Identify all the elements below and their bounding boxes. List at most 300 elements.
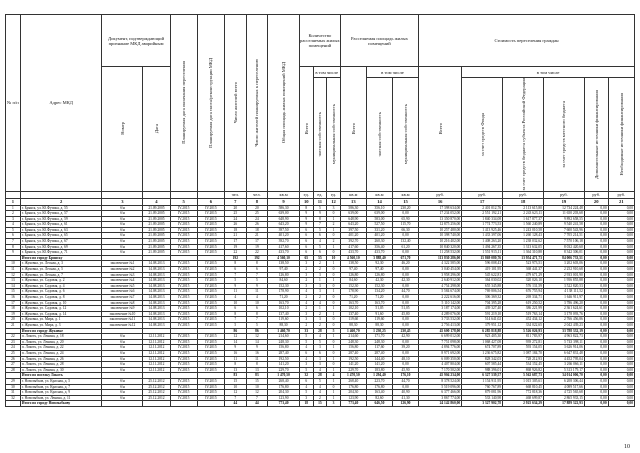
table-cell: 0 bbox=[327, 350, 341, 356]
table-cell: 1 230,25 bbox=[366, 328, 392, 334]
table-cell: б/н bbox=[102, 390, 143, 396]
table-cell: 12.11.2012 bbox=[143, 334, 170, 340]
table-cell: 25 bbox=[225, 211, 247, 217]
table-cell: IV.2015 bbox=[197, 239, 224, 245]
table-cell: 6 bbox=[6, 233, 21, 239]
table-cell: 1 774 773,53 bbox=[462, 222, 503, 228]
header-fund: за счет средств Фонда bbox=[462, 78, 503, 192]
table-cell: 45,80 bbox=[392, 311, 418, 317]
table-cell: заключение №9 bbox=[102, 306, 143, 312]
table-cell: 29 bbox=[6, 378, 21, 384]
table-cell: 6 bbox=[299, 239, 313, 245]
table-cell: 1 bbox=[6, 205, 21, 211]
header-cost: Стоимость переселения граждан bbox=[419, 15, 635, 67]
table-cell: 86 bbox=[225, 328, 247, 334]
table-cell: 21.09.2005 bbox=[143, 244, 170, 250]
table-cell: IV.2015 bbox=[170, 306, 197, 312]
table-cell: IV.2015 bbox=[170, 233, 197, 239]
table-cell: б/н bbox=[102, 339, 143, 345]
table-cell: 287,40 bbox=[340, 350, 366, 356]
table-cell: 4 894 776,00 bbox=[419, 345, 462, 351]
table-cell: заключение №12 bbox=[102, 322, 143, 328]
unit-cell bbox=[197, 191, 224, 198]
table-cell: 16 bbox=[246, 350, 268, 356]
table-cell: 269 334,71 bbox=[503, 295, 544, 301]
address-cell: Итого по городу Новозыбкову bbox=[20, 401, 102, 407]
table-cell: заключение №8 bbox=[102, 300, 143, 306]
table-cell: 65 bbox=[299, 255, 313, 261]
table-cell: 3 bbox=[299, 317, 313, 323]
table-cell bbox=[6, 401, 21, 407]
table-cell: 0,00 bbox=[608, 328, 634, 334]
table-cell: 4 bbox=[313, 384, 327, 390]
column-number-cell: 20 bbox=[584, 198, 608, 205]
address-cell: Итого по городу Жуковке bbox=[20, 328, 102, 334]
table-cell: 13 bbox=[225, 367, 247, 373]
table-cell: 0,00 bbox=[584, 283, 608, 289]
address-cell: п. Локоть, ул. Ленина, д. 18 bbox=[20, 334, 102, 340]
table-cell: 8 bbox=[246, 311, 268, 317]
table-cell: 0 bbox=[327, 362, 341, 368]
column-number-cell: 16 bbox=[419, 198, 462, 205]
table-cell: 576 131,59 bbox=[503, 283, 544, 289]
header-residents-total: Число жителей всего bbox=[225, 15, 247, 192]
table-cell: 4 bbox=[299, 384, 313, 390]
table-cell: 1 bbox=[327, 216, 341, 222]
table-cell: 5 bbox=[299, 339, 313, 345]
table-cell: 2 bbox=[6, 211, 21, 217]
table-cell bbox=[102, 401, 143, 407]
table-cell: 3 888,40 bbox=[366, 255, 392, 261]
address-cell: г. Жуковка, ул. Лесная, д. 7 bbox=[20, 272, 102, 278]
table-cell: 10 840 320,00 bbox=[419, 244, 462, 250]
column-number-cell: 19 bbox=[543, 198, 584, 205]
table-cell: 8 032 420,60 bbox=[543, 244, 584, 250]
table-cell: IV.2015 bbox=[197, 211, 224, 217]
table-cell: 115,70 bbox=[392, 222, 418, 228]
table-cell: 176,80 bbox=[366, 384, 392, 390]
table-cell: 0,00 bbox=[584, 390, 608, 396]
table-cell: IV.2015 bbox=[170, 334, 197, 340]
table-cell: 3 327 902,78 bbox=[462, 401, 503, 407]
table-cell: 2 bbox=[327, 222, 341, 228]
table-cell: IV.2015 bbox=[170, 227, 197, 233]
table-cell: 2 bbox=[299, 322, 313, 328]
table-cell: 1 bbox=[327, 261, 341, 267]
column-number-cell: 18 bbox=[503, 198, 544, 205]
table-cell: 204,30 bbox=[268, 390, 300, 396]
table-cell: 176,80 bbox=[340, 384, 366, 390]
table-cell: 192,50 bbox=[268, 356, 300, 362]
table-cell: 769 806,54 bbox=[462, 289, 503, 295]
header-doc-date: Дата bbox=[143, 67, 170, 192]
table-cell: 3 bbox=[299, 362, 313, 368]
table-cell: 12 bbox=[225, 390, 247, 396]
table-cell: 0 bbox=[327, 339, 341, 345]
table-cell: 0 bbox=[327, 300, 341, 306]
table-cell: 1 617 877,37 bbox=[503, 216, 544, 222]
table-cell: 66,30 bbox=[392, 227, 418, 233]
table-cell: 14 bbox=[225, 339, 247, 345]
table-cell: 9 bbox=[225, 345, 247, 351]
column-number-cell: 2 bbox=[20, 198, 102, 205]
table-cell: 619 250,52 bbox=[503, 300, 544, 306]
table-cell: 176,80 bbox=[268, 384, 300, 390]
table-cell: 24 142 860,00 bbox=[419, 401, 462, 407]
unit-cell bbox=[143, 191, 170, 198]
unit-cell: руб. bbox=[543, 191, 584, 198]
table-cell: 25.12.2012 bbox=[143, 378, 170, 384]
table-cell: 40,90 bbox=[392, 390, 418, 396]
table-cell bbox=[143, 401, 170, 407]
table-cell: 0 bbox=[327, 272, 341, 278]
table-cell: 123,90 bbox=[340, 395, 366, 401]
table-cell: 5 584 674,00 bbox=[419, 289, 462, 295]
table-cell: заключение №3 bbox=[102, 272, 143, 278]
table-cell: 27 bbox=[6, 362, 21, 368]
table-cell: 6 bbox=[313, 250, 327, 256]
table-cell: 6 327 539,57 bbox=[462, 373, 503, 379]
table-cell: 4 138 111,52 bbox=[543, 289, 584, 295]
table-cell: 6 bbox=[246, 267, 268, 273]
address-cell: г. Жуковка, ул. Садовая, д. 2 bbox=[20, 278, 102, 284]
table-cell: IV.2015 bbox=[170, 289, 197, 295]
table-cell: 102,10 bbox=[268, 306, 300, 312]
table-cell: 1 068 427,08 bbox=[462, 339, 503, 345]
table-cell: 14.08.2013 bbox=[143, 261, 170, 267]
table-cell: 13 350 870,00 bbox=[419, 216, 462, 222]
table-cell: 14.08.2013 bbox=[143, 317, 170, 323]
table-cell: 7 705 214,51 bbox=[543, 233, 584, 239]
table-cell: 397,50 bbox=[268, 227, 300, 233]
table-cell: 18 bbox=[225, 227, 247, 233]
table-cell: 5 743 398,11 bbox=[543, 339, 584, 345]
table-cell: 1 bbox=[313, 306, 327, 312]
address-cell: п. Локоть, ул. Ленина, д. 30 bbox=[20, 367, 102, 373]
table-cell: 607 585,44 bbox=[462, 362, 503, 368]
table-cell: 0,00 bbox=[392, 295, 418, 301]
table-cell: 4 725 565,68 bbox=[543, 390, 584, 396]
table-cell: 22 bbox=[225, 250, 247, 256]
table-cell: 2 252 910,68 bbox=[543, 267, 584, 273]
table-cell: 760 767,89 bbox=[462, 384, 503, 390]
table-cell: 2 401 012,76 bbox=[462, 205, 503, 211]
table-cell: 1 313 632,05 bbox=[503, 244, 544, 250]
table-cell: 2 925 634,29 bbox=[503, 401, 544, 407]
table-cell: 12 bbox=[246, 390, 268, 396]
table-cell: 20 bbox=[6, 317, 21, 323]
table-cell: 248,30 bbox=[366, 339, 392, 345]
address-cell: г. Брянск, ул. Ю.Фучика, д. 61 bbox=[20, 222, 102, 228]
table-cell: 0,00 bbox=[584, 339, 608, 345]
header-doc-number: Номер bbox=[102, 67, 143, 192]
table-cell: 639,00 bbox=[340, 211, 366, 217]
table-cell: 0,00 bbox=[608, 295, 634, 301]
table-cell: 1 294,40 bbox=[366, 373, 392, 379]
table-cell: 102,10 bbox=[340, 306, 366, 312]
table-cell: 45 600 178,00 bbox=[419, 328, 462, 334]
table-cell: 3 bbox=[299, 261, 313, 267]
unit-cell: ед. bbox=[327, 191, 341, 198]
table-cell: IV.2015 bbox=[197, 334, 224, 340]
table-cell: 9 892 658,55 bbox=[543, 216, 584, 222]
table-cell: 586,30 bbox=[268, 205, 300, 211]
table-cell: 8 971 692,00 bbox=[419, 350, 462, 356]
table-cell: 14.08.2013 bbox=[143, 322, 170, 328]
table-cell: б/н bbox=[102, 227, 143, 233]
table-cell: 10 bbox=[6, 261, 21, 267]
table-cell: IV.2015 bbox=[170, 339, 197, 345]
unit-cell: кв.м bbox=[340, 191, 366, 198]
table-cell: 0,00 bbox=[608, 362, 634, 368]
table-cell: 527,50 bbox=[366, 222, 392, 228]
table-cell: 12 bbox=[225, 334, 247, 340]
column-number-cell: 5 bbox=[170, 198, 197, 205]
header-resettle-date: Планируемая дата окончания переселения bbox=[170, 15, 197, 192]
table-cell: 51,05 bbox=[392, 306, 418, 312]
table-cell: 0,00 bbox=[608, 205, 634, 211]
table-cell: б/н bbox=[102, 356, 143, 362]
table-cell: 6 bbox=[299, 227, 313, 233]
table-cell: IV.2015 bbox=[197, 261, 224, 267]
table-cell: IV.2015 bbox=[170, 395, 197, 401]
table-cell: 1 bbox=[327, 378, 341, 384]
table-cell: 9 bbox=[225, 283, 247, 289]
table-cell: 479 671,29 bbox=[503, 272, 544, 278]
table-cell: 0,00 bbox=[608, 401, 634, 407]
table-cell: 988 396,01 bbox=[462, 367, 503, 373]
table-cell: 5 bbox=[313, 244, 327, 250]
table-cell: 2 042 439,23 bbox=[543, 322, 584, 328]
table-cell: 11 bbox=[225, 289, 247, 295]
table-cell: 18 bbox=[246, 227, 268, 233]
table-cell: 22 bbox=[246, 250, 268, 256]
address-cell: г. Жуковка, ул. Садовая, д. 12 bbox=[20, 306, 102, 312]
table-cell: 0,00 bbox=[608, 278, 634, 284]
table-cell: 7 bbox=[225, 317, 247, 323]
table-cell: 0,00 bbox=[584, 227, 608, 233]
table-cell: 392,70 bbox=[268, 239, 300, 245]
table-cell: 0,00 bbox=[392, 350, 418, 356]
table-cell: 0,00 bbox=[392, 362, 418, 368]
table-cell: 4 bbox=[313, 367, 327, 373]
table-cell: 2 865 933,15 bbox=[543, 395, 584, 401]
table-cell: 514 641,02 bbox=[462, 317, 503, 323]
table-cell: 14.08.2013 bbox=[143, 267, 170, 273]
table-cell: 9 bbox=[299, 211, 313, 217]
table-cell: 0,00 bbox=[608, 390, 634, 396]
table-cell: 3 bbox=[313, 317, 327, 323]
column-number-cell: 10 bbox=[299, 198, 313, 205]
table-cell: IV.2015 bbox=[197, 244, 224, 250]
table-cell: 433,70 bbox=[268, 250, 300, 256]
table-cell: 71,20 bbox=[366, 295, 392, 301]
table-cell: IV.2015 bbox=[197, 317, 224, 323]
column-number-cell: 7 bbox=[225, 198, 247, 205]
table-cell: 7 bbox=[313, 222, 327, 228]
table-cell: 0 bbox=[327, 233, 341, 239]
table-cell: 15 bbox=[6, 289, 21, 295]
table-cell: 91,60 bbox=[366, 311, 392, 317]
address-cell: г. Жуковка, ул. Садовая, д. 8 bbox=[20, 295, 102, 301]
table-cell: 229,70 bbox=[268, 367, 300, 373]
table-cell: 419 101,95 bbox=[462, 267, 503, 273]
table-cell: IV.2015 bbox=[170, 211, 197, 217]
table-cell: 8 bbox=[225, 261, 247, 267]
table-cell: 28 bbox=[313, 373, 327, 379]
table-cell: 10 bbox=[225, 384, 247, 390]
table-cell: 3 786 496,20 bbox=[543, 300, 584, 306]
table-cell: 0,00 bbox=[608, 216, 634, 222]
table-cell: 0 bbox=[327, 317, 341, 323]
table-cell: 0,00 bbox=[584, 334, 608, 340]
table-cell: IV.2015 bbox=[170, 239, 197, 245]
unit-cell: чел. bbox=[225, 191, 247, 198]
table-cell: 0,00 bbox=[608, 345, 634, 351]
table-cell: 2 bbox=[313, 311, 327, 317]
unit-cell: кв.м bbox=[392, 191, 418, 198]
table-cell: 0,00 bbox=[608, 239, 634, 245]
header-needed-sources: Необходимые источники финансирования bbox=[608, 78, 634, 192]
header-premises-incl: в том числе bbox=[313, 67, 340, 78]
table-cell: 1 bbox=[327, 311, 341, 317]
table-cell: 0,00 bbox=[584, 233, 608, 239]
table-cell: 229,70 bbox=[340, 367, 366, 373]
table-cell: 42,30 bbox=[366, 278, 392, 284]
table-cell: IV.2015 bbox=[170, 390, 197, 396]
table-cell: 0 bbox=[327, 295, 341, 301]
resettlement-table bbox=[5, 14, 635, 407]
table-cell: 773,40 bbox=[340, 401, 366, 407]
table-cell: 1 551 915,11 bbox=[462, 250, 503, 256]
table-cell: 0 bbox=[327, 283, 341, 289]
table-cell: 519 763,14 bbox=[503, 311, 544, 317]
table-cell: 11 258 532,00 bbox=[419, 250, 462, 256]
table-cell: 7 751 098,00 bbox=[419, 339, 462, 345]
column-number-cell: 13 bbox=[340, 198, 366, 205]
table-cell: IV.2015 bbox=[197, 362, 224, 368]
table-cell: 12 734 224,48 bbox=[543, 205, 584, 211]
table-cell: 0,00 bbox=[608, 244, 634, 250]
table-cell: 368 441,37 bbox=[503, 267, 544, 273]
table-cell: 82,60 bbox=[366, 395, 392, 401]
table-cell: 0,00 bbox=[584, 272, 608, 278]
table-cell: 126,80 bbox=[268, 272, 300, 278]
table-cell: IV.2015 bbox=[170, 222, 197, 228]
table-cell: 86 bbox=[246, 328, 268, 334]
table-cell: 0,00 bbox=[608, 373, 634, 379]
table-cell: 773,40 bbox=[268, 401, 300, 407]
table-cell: 7 bbox=[225, 272, 247, 278]
table-cell: 433,70 bbox=[366, 250, 392, 256]
table-cell: 26 bbox=[225, 222, 247, 228]
table-cell: IV.2015 bbox=[170, 317, 197, 323]
table-cell: IV.2015 bbox=[197, 378, 224, 384]
table-cell: 5 bbox=[299, 334, 313, 340]
table-cell: 8 bbox=[299, 205, 313, 211]
table-cell: 0,00 bbox=[584, 395, 608, 401]
table-cell: 0,00 bbox=[584, 222, 608, 228]
address-cell: Итого по поселку Локоть bbox=[20, 373, 102, 379]
table-cell: 11 bbox=[246, 289, 268, 295]
table-cell: 356,40 bbox=[366, 244, 392, 250]
table-cell: IV.2015 bbox=[170, 322, 197, 328]
header-address: Адрес МКД bbox=[20, 15, 102, 192]
address-cell: п. Локоть, ул. Ленина, д. 24 bbox=[20, 350, 102, 356]
table-cell: 12.11.2012 bbox=[143, 339, 170, 345]
table-cell: 433,70 bbox=[340, 250, 366, 256]
header-area-total: Всего bbox=[340, 67, 366, 192]
table-cell: 1 bbox=[327, 244, 341, 250]
column-number-cell: 4 bbox=[143, 198, 170, 205]
table-cell: 1 560 240,89 bbox=[503, 222, 544, 228]
address-cell: г. Жуковка, ул. Мира, д. 3 bbox=[20, 322, 102, 328]
table-cell: 0,00 bbox=[584, 267, 608, 273]
table-cell: 5 110 142,00 bbox=[419, 300, 462, 306]
table-cell: 144,40 bbox=[366, 356, 392, 362]
table-cell: 156,80 bbox=[340, 345, 366, 351]
table-cell: 1 956 855,88 bbox=[543, 278, 584, 284]
table-cell: 268,40 bbox=[268, 378, 300, 384]
table-cell: 25.12.2012 bbox=[143, 395, 170, 401]
table-cell: 12.11.2012 bbox=[143, 350, 170, 356]
table-cell: 676 755,94 bbox=[503, 289, 544, 295]
table-cell: 21.09.2005 bbox=[143, 216, 170, 222]
table-cell: 4 560,10 bbox=[268, 255, 300, 261]
table-cell: 6 bbox=[299, 244, 313, 250]
table-cell: 2 222 616,00 bbox=[419, 295, 462, 301]
table-cell: 11 bbox=[225, 356, 247, 362]
table-cell: 591 219,10 bbox=[462, 311, 503, 317]
table-cell: 923 405,30 bbox=[462, 334, 503, 340]
table-cell: 6 377 466,00 bbox=[419, 390, 462, 396]
table-cell: 0,00 bbox=[608, 378, 634, 384]
table-cell: 4 963 822,73 bbox=[543, 334, 584, 340]
address-cell: п. Локоть, ул. Ленина, д. 22 bbox=[20, 345, 102, 351]
table-cell: 3 202 603,06 bbox=[543, 261, 584, 267]
table-cell: 84 006 733,51 bbox=[543, 255, 584, 261]
table-cell: 32 bbox=[299, 373, 313, 379]
table-cell: IV.2015 bbox=[197, 278, 224, 284]
table-cell: 2 bbox=[299, 278, 313, 284]
table-cell: 9 540 241,58 bbox=[543, 222, 584, 228]
table-cell: 55 bbox=[313, 255, 327, 261]
table-cell: 1 433 397,06 bbox=[462, 233, 503, 239]
table-cell: 12.11.2012 bbox=[143, 367, 170, 373]
table-cell: IV.2015 bbox=[197, 205, 224, 211]
table-cell: 1 236 675,82 bbox=[462, 350, 503, 356]
table-cell: 3 bbox=[313, 356, 327, 362]
table-cell: 0,00 bbox=[584, 362, 608, 368]
column-number-cell: 9 bbox=[268, 198, 300, 205]
table-cell: 648,90 bbox=[340, 216, 366, 222]
table-cell: 0,00 bbox=[608, 261, 634, 267]
table-cell: 230,20 bbox=[392, 205, 418, 211]
table-cell: 14.08.2013 bbox=[143, 311, 170, 317]
table-cell: б/н bbox=[102, 222, 143, 228]
table-cell: 132,40 bbox=[392, 239, 418, 245]
table-cell: 123,90 bbox=[268, 395, 300, 401]
address-cell: г. Брянск, ул. Ю.Фучика, д. 55 bbox=[20, 205, 102, 211]
column-number-cell: 11 bbox=[313, 198, 327, 205]
table-cell: 88,30 bbox=[366, 322, 392, 328]
address-cell: г. Жуковка, ул. Садовая, д. 6 bbox=[20, 289, 102, 295]
table-cell: 2 361 624,61 bbox=[543, 306, 584, 312]
table-cell: 84,60 bbox=[268, 278, 300, 284]
table-cell: 2 243 623,11 bbox=[503, 211, 544, 217]
table-cell: 0 bbox=[327, 322, 341, 328]
table-cell: 0,00 bbox=[608, 211, 634, 217]
